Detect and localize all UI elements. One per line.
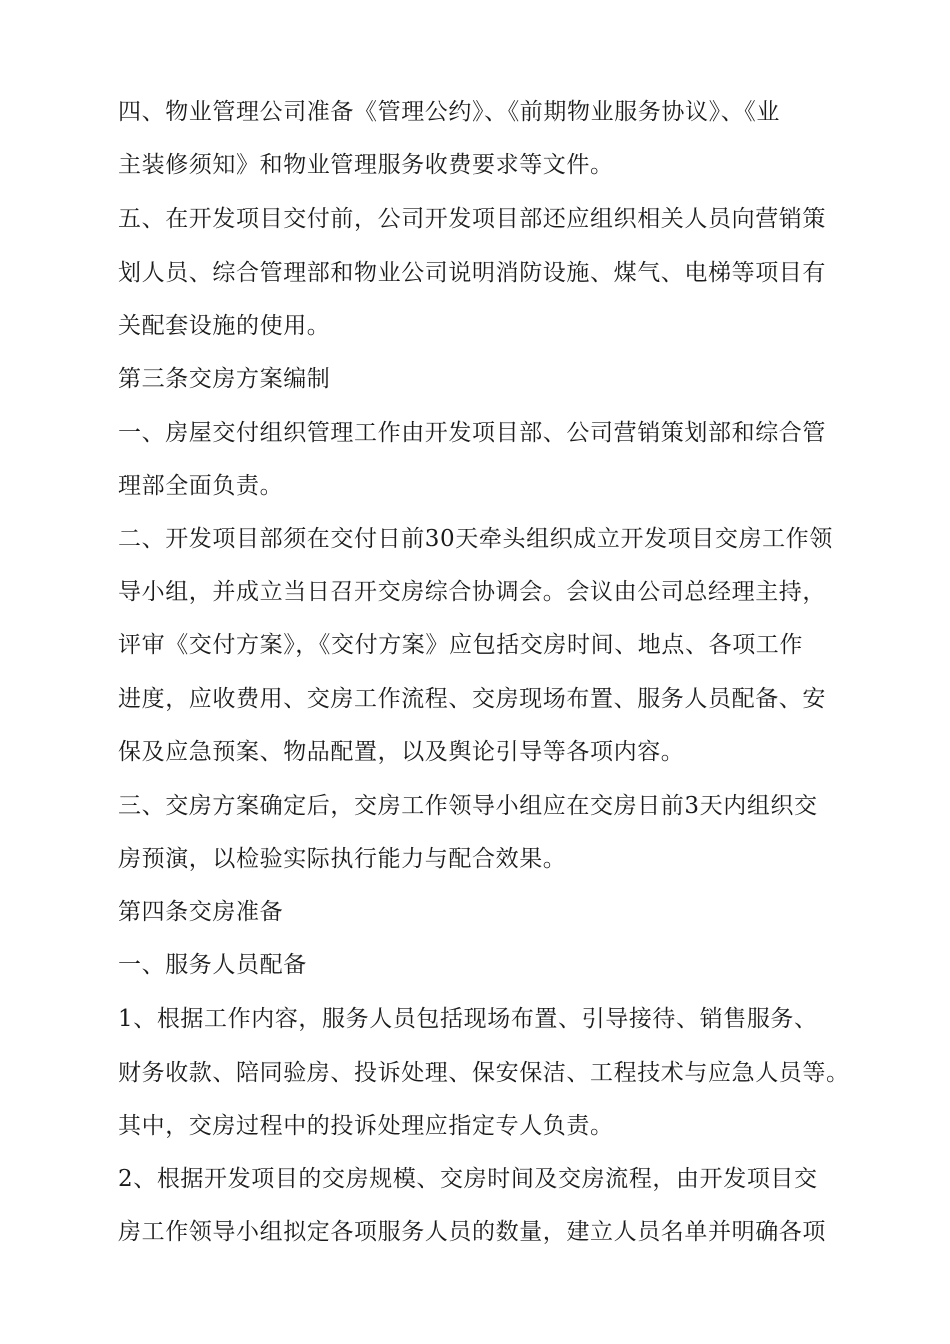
- text-line: 主装修须知》和物业管理服务收费要求等文件。: [118, 152, 614, 178]
- text-line: 关配套设施的使用。: [118, 313, 331, 339]
- text-line: 三、交房方案确定后，交房工作领导小组应在交房日前3天内组织交: [118, 793, 818, 819]
- text-line: 1、根据工作内容，服务人员包括现场布置、引导接待、销售服务、: [118, 1006, 818, 1032]
- text-line: 一、房屋交付组织管理工作由开发项目部、公司营销策划部和综合管: [118, 420, 826, 446]
- text-line: 进度，应收费用、交房工作流程、交房现场布置、服务人员配备、安: [118, 686, 826, 712]
- text-line: 评审《交付方案》，《交付方案》应包括交房时间、地点、各项工作: [118, 632, 803, 658]
- section-heading: 第三条交房方案编制: [118, 366, 331, 392]
- section-heading: 第四条交房准备: [118, 899, 284, 925]
- text-line: 五、在开发项目交付前，公司开发项目部还应组织相关人员向营销策: [118, 206, 826, 232]
- text-line: 其中，交房过程中的投诉处理应指定专人负责。: [118, 1113, 614, 1139]
- text-line: 二、开发项目部须在交付日前30天牵头组织成立开发项目交房工作领: [118, 526, 833, 552]
- text-line: 财务收款、陪同验房、投诉处理、保安保洁、工程技术与应急人员等。: [118, 1060, 850, 1086]
- text-line: 划人员、综合管理部和物业公司说明消防设施、煤气、电梯等项目有: [118, 260, 826, 286]
- text-line: 房工作领导小组拟定各项服务人员的数量，建立人员名单并明确各项: [118, 1219, 826, 1245]
- text-line: 房预演，以检验实际执行能力与配合效果。: [118, 846, 567, 872]
- text-line: 理部全面负责。: [118, 473, 284, 499]
- text-line: 保及应急预案、物品配置，以及舆论引导等各项内容。: [118, 739, 685, 765]
- text-line: 导小组，并成立当日召开交房综合协调会。会议由公司总经理主持，: [118, 579, 826, 605]
- text-line: 一、服务人员配备: [118, 952, 307, 978]
- text-line: 四、物业管理公司准备《管理公约》、《前期物业服务协议》、《业: [118, 99, 780, 125]
- text-line: 2、根据开发项目的交房规模、交房时间及交房流程，由开发项目交: [118, 1166, 818, 1192]
